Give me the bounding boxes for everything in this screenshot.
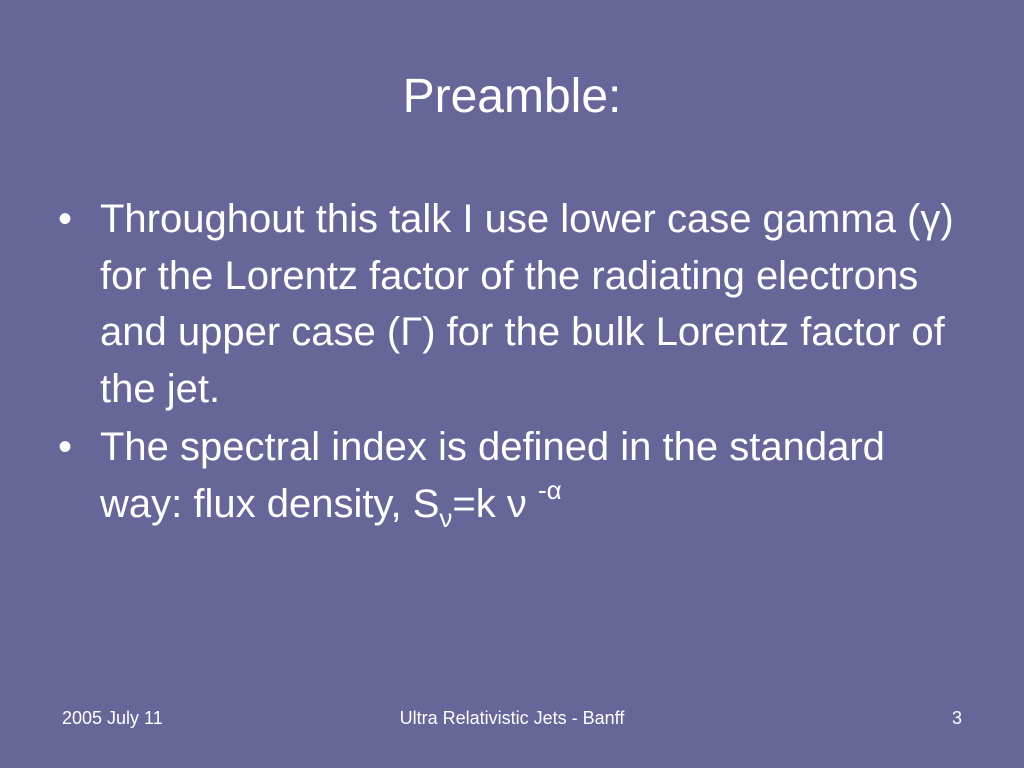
subscript-nu: ν: [439, 502, 453, 533]
footer-date: 2005 July 11: [62, 708, 163, 728]
bullet-item-lorentz-factors: [58, 191, 958, 417]
footer-title: Ultra Relativistic Jets - Banff: [399, 708, 625, 728]
slide-title: Preamble:: [402, 70, 622, 123]
bullet-text: Throughout this talk I use lower case gamma (γ) for the Lorentz factor of the radiating electrons and upper case (Γ) for the bulk Lorentz factor of the jet.: [100, 197, 954, 411]
footer-page-number: 3: [951, 708, 962, 728]
bullet-text: The spectral index is defined in the standard way: flux density, S: [100, 425, 885, 526]
bullet-marker: •: [58, 197, 73, 241]
formula-mid: =k ν: [452, 481, 538, 526]
bullet-list: [58, 191, 958, 538]
bullet-item-spectral-index: [58, 419, 958, 536]
superscript-alpha: -α: [538, 474, 562, 505]
bullet-marker: •: [58, 425, 73, 469]
